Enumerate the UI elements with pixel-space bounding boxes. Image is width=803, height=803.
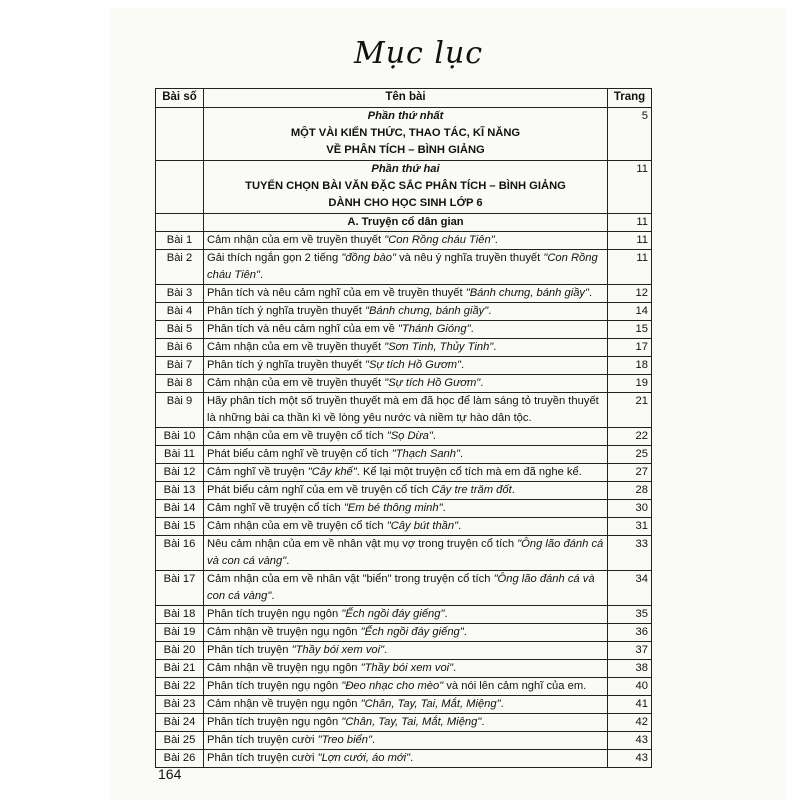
part2-label: Phần thứ hai	[371, 163, 440, 175]
table-row	[156, 232, 652, 250]
lesson-page: 28	[608, 482, 652, 500]
table-row	[156, 714, 652, 732]
table-row	[156, 660, 652, 678]
table-row	[156, 500, 652, 518]
lesson-page: 11	[608, 250, 652, 285]
table-row	[156, 393, 652, 428]
lesson-number: Bài 9	[156, 393, 204, 428]
col-header-number: Bài số	[156, 89, 204, 108]
lesson-title: Phát biểu cảm nghĩ về truyện cổ tích "Thạch Sanh".	[204, 446, 608, 464]
part2-heading: TUYỂN CHỌN BÀI VĂN ĐẶC SẮC PHÂN TÍCH – BÌNH GIẢNG	[245, 180, 566, 192]
part2-page: 11	[608, 161, 652, 214]
lesson-title: Cảm nhận của em về truyền thuyết "Sự tích Hồ Gươm".	[204, 375, 608, 393]
table-row	[156, 285, 652, 303]
lesson-title: Cảm nhận của em về truyền thuyết "Sơn Tinh, Thủy Tinh".	[204, 339, 608, 357]
lesson-number: Bài 19	[156, 624, 204, 642]
page-title: Mục lục	[354, 36, 484, 71]
lesson-page: 25	[608, 446, 652, 464]
lesson-number: Bài 3	[156, 285, 204, 303]
lesson-title: Hãy phân tích một số truyền thuyết mà em đã học để làm sáng tỏ truyền thuyết là những bài ca thần kì về lòng yêu nước và niềm tự hào dân tộc.	[204, 393, 608, 428]
table-row	[156, 624, 652, 642]
lesson-page: 38	[608, 660, 652, 678]
lesson-title: Cảm nhận của em về nhân vật "biển" trong truyện cổ tích "Ông lão đánh cá và con cá vàng".	[204, 571, 608, 606]
table-row	[156, 518, 652, 536]
part1-heading: MỘT VÀI KIẾN THỨC, THAO TÁC, KĨ NĂNG	[290, 127, 521, 139]
lesson-number: Bài 12	[156, 464, 204, 482]
lesson-number: Bài 8	[156, 375, 204, 393]
table-row	[156, 696, 652, 714]
lesson-page: 33	[608, 536, 652, 571]
lesson-title: Cảm nhận của em về truyện cổ tích "Sọ Dừa".	[204, 428, 608, 446]
table-row	[156, 750, 652, 768]
lesson-number: Bài 15	[156, 518, 204, 536]
lesson-number: Bài 11	[156, 446, 204, 464]
lesson-title: Phát biểu cảm nghĩ của em về truyện cổ tích Cây tre trăm đốt.	[204, 482, 608, 500]
table-row	[156, 339, 652, 357]
lesson-number: Bài 10	[156, 428, 204, 446]
lesson-title: Phân tích và nêu cảm nghĩ của em về "Thánh Gióng".	[204, 321, 608, 339]
lesson-number: Bài 26	[156, 750, 204, 768]
lesson-page: 31	[608, 518, 652, 536]
toc-table	[155, 88, 652, 768]
table-row	[156, 482, 652, 500]
col-header-page: Trang	[608, 89, 652, 108]
table-row	[156, 428, 652, 446]
lesson-number: Bài 7	[156, 357, 204, 375]
table-row	[156, 571, 652, 606]
section-row-part2	[156, 161, 652, 214]
table-row	[156, 732, 652, 750]
lesson-number: Bài 23	[156, 696, 204, 714]
lesson-number: Bài 13	[156, 482, 204, 500]
lesson-title: Phân tích ý nghĩa truyền thuyết "Sự tích Hồ Gươm".	[204, 357, 608, 375]
table-row	[156, 303, 652, 321]
table-header-row	[156, 89, 652, 108]
lesson-page: 34	[608, 571, 652, 606]
lesson-number: Bài 14	[156, 500, 204, 518]
partA-page: 11	[608, 214, 652, 232]
lesson-title: Cảm nhận về truyện ngụ ngôn "Thầy bói xem voi".	[204, 660, 608, 678]
table-row	[156, 375, 652, 393]
lesson-title: Cảm nhận của em về truyện cổ tích "Cây bút thần".	[204, 518, 608, 536]
lesson-title: Phân tích truyện ngụ ngôn "Chân, Tay, Tai, Mắt, Miệng".	[204, 714, 608, 732]
part1-page: 5	[608, 108, 652, 161]
lesson-title: Gải thích ngắn gọn 2 tiếng "đồng bào" và nêu ý nghĩa truyền thuyết "Con Rồng cháu Tiên".	[204, 250, 608, 285]
lesson-page: 14	[608, 303, 652, 321]
lesson-number: Bài 20	[156, 642, 204, 660]
part2-subheading: DÀNH CHO HỌC SINH LỚP 6	[328, 197, 483, 209]
lesson-page: 18	[608, 357, 652, 375]
table-row	[156, 606, 652, 624]
lesson-page: 30	[608, 500, 652, 518]
section-row-part1	[156, 108, 652, 161]
lesson-title: Cảm nhận về truyện ngụ ngôn "Chân, Tay, Tai, Mắt, Miệng".	[204, 696, 608, 714]
lesson-page: 35	[608, 606, 652, 624]
lesson-title: Nêu cảm nhận của em về nhân vật mụ vợ trong truyện cổ tích "Ông lão đánh cá và con cá vàng".	[204, 536, 608, 571]
lesson-number: Bài 24	[156, 714, 204, 732]
lesson-page: 27	[608, 464, 652, 482]
part1-label: Phần thứ nhất	[367, 110, 444, 122]
lesson-title: Phân tích ý nghĩa truyền thuyết "Bánh chưng, bánh giầy".	[204, 303, 608, 321]
lesson-title: Phân tích truyện ngụ ngôn "Đeo nhạc cho mèo" và nói lên cảm nghĩ của em.	[204, 678, 608, 696]
lesson-page: 40	[608, 678, 652, 696]
lesson-title: Phân tích truyện ngụ ngôn "Ếch ngồi đáy giếng".	[204, 606, 608, 624]
table-row	[156, 536, 652, 571]
lesson-page: 41	[608, 696, 652, 714]
lesson-number: Bài 16	[156, 536, 204, 571]
lesson-title: Cảm nghĩ về truyện "Cây khế". Kể lại một truyện cổ tích mà em đã nghe kể.	[204, 464, 608, 482]
lesson-number: Bài 6	[156, 339, 204, 357]
section-row-partA	[156, 214, 652, 232]
lesson-page: 36	[608, 624, 652, 642]
lesson-number: Bài 5	[156, 321, 204, 339]
lesson-page: 19	[608, 375, 652, 393]
table-row	[156, 642, 652, 660]
lesson-number: Bài 17	[156, 571, 204, 606]
lesson-title: Cảm nhận của em về truyền thuyết "Con Rồng cháu Tiên".	[204, 232, 608, 250]
lesson-page: 22	[608, 428, 652, 446]
col-header-name: Tên bài	[204, 89, 608, 108]
lesson-page: 42	[608, 714, 652, 732]
lesson-number: Bài 4	[156, 303, 204, 321]
lesson-page: 17	[608, 339, 652, 357]
partA-heading: A. Truyện cổ dân gian	[347, 216, 464, 228]
lesson-title: Cảm nhận về truyện ngụ ngôn "Ếch ngồi đáy giếng".	[204, 624, 608, 642]
lesson-page: 43	[608, 732, 652, 750]
page-number: 164	[158, 766, 182, 782]
part1-subheading: VỀ PHÂN TÍCH – BÌNH GIẢNG	[326, 144, 485, 156]
lesson-title: Phân tích truyện cười "Lợn cưới, áo mới".	[204, 750, 608, 768]
lesson-page: 37	[608, 642, 652, 660]
lesson-number: Bài 25	[156, 732, 204, 750]
lesson-page: 15	[608, 321, 652, 339]
table-row	[156, 250, 652, 285]
table-row	[156, 446, 652, 464]
lesson-number: Bài 21	[156, 660, 204, 678]
table-row	[156, 464, 652, 482]
table-row	[156, 321, 652, 339]
lesson-title: Cảm nghĩ về truyện cổ tích "Em bé thông minh".	[204, 500, 608, 518]
lesson-number: Bài 1	[156, 232, 204, 250]
lesson-title: Phân tích truyện "Thầy bói xem voi".	[204, 642, 608, 660]
lesson-number: Bài 18	[156, 606, 204, 624]
lesson-title: Phân tích truyện cười "Treo biển".	[204, 732, 608, 750]
lesson-page: 43	[608, 750, 652, 768]
lesson-page: 12	[608, 285, 652, 303]
lesson-page: 11	[608, 232, 652, 250]
table-row	[156, 357, 652, 375]
lesson-number: Bài 22	[156, 678, 204, 696]
lesson-page: 21	[608, 393, 652, 428]
lesson-number: Bài 2	[156, 250, 204, 285]
lesson-title: Phân tích và nêu cảm nghĩ của em về truyền thuyết "Bánh chưng, bánh giầy".	[204, 285, 608, 303]
table-row	[156, 678, 652, 696]
